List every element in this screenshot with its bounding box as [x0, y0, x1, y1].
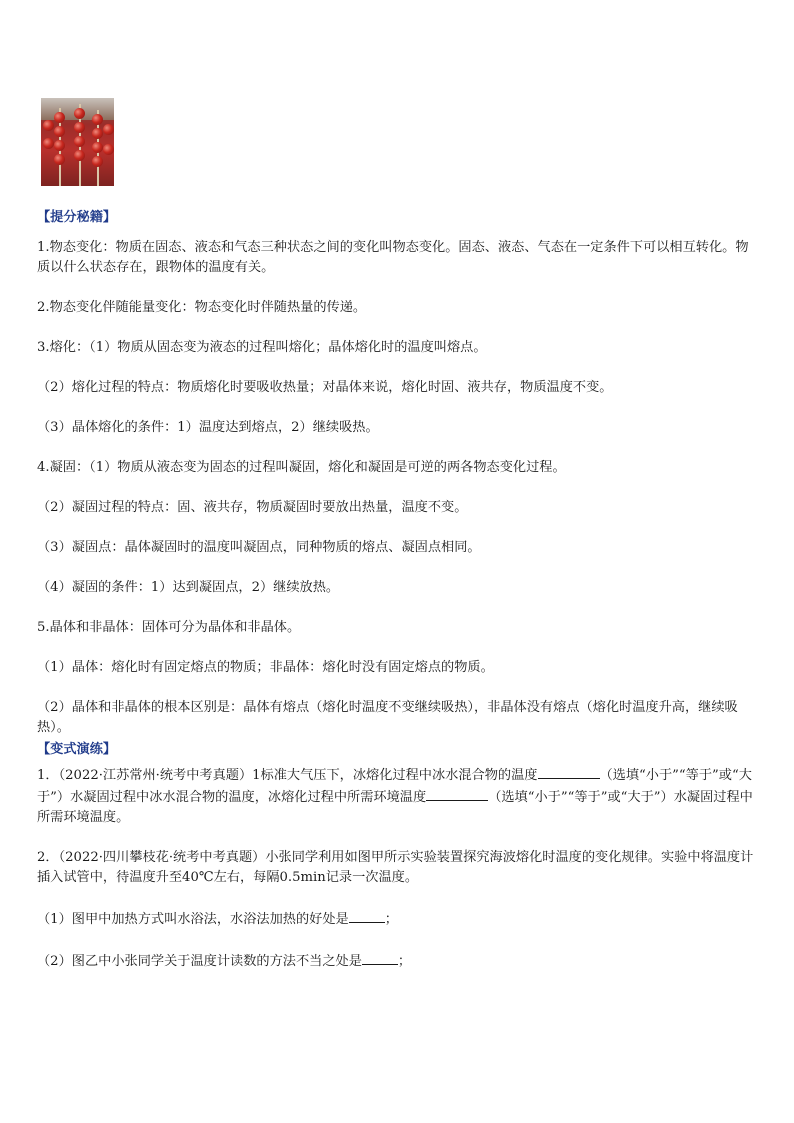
section-title-tips: 【提分秘籍】 [37, 210, 117, 225]
paragraph: （1）晶体：熔化时有固定熔点的物质；非晶体：熔化时没有固定熔点的物质。 [37, 660, 494, 675]
paragraph: （3）凝固点：晶体凝固时的温度叫凝固点，同种物质的熔点、凝固点相同。 [37, 540, 481, 555]
question-text: （选填“小于”“等于”或“大于”）水凝固过程中所需环境温度。 [37, 790, 753, 825]
section-title-practice: 【变式演练】 [37, 742, 117, 757]
question-text: （选填“小于”“等于”或“大于”）水凝固过程中冰水混合物的温度，冰熔化过程中所需环境温度 [37, 768, 752, 805]
document-body [37, 208, 759, 992]
paragraph: （2）晶体和非晶体的根本区别是：晶体有熔点（熔化时温度不变继续吸热），非晶体没有熔点（熔化时温度升高，继续吸热）。 [37, 700, 738, 735]
question-text: （1）图甲中加热方式叫水浴法，水浴法加热的好处是 [37, 912, 349, 927]
question-text: ； [384, 912, 398, 927]
paragraph: 3.熔化：（1）物质从固态变为液态的过程叫熔化；晶体熔化时的温度叫熔点。 [37, 340, 487, 355]
paragraph: 2.物态变化伴随能量变化：物态变化时伴随热量的传递。 [37, 300, 367, 315]
paragraph: （2）熔化过程的特点：物质熔化时要吸收热量；对晶体来说，熔化时固、液共存，物质温度不变。 [37, 380, 613, 395]
question-text: （2）图乙中小张同学关于温度计读数的方法不当之处是 [37, 954, 362, 969]
answer-blank[interactable] [538, 764, 600, 779]
answer-blank[interactable] [362, 950, 398, 965]
answer-blank[interactable] [349, 908, 385, 923]
question-2-sub-2 [37, 950, 759, 972]
paragraph: 4.凝固：（1）物质从液态变为固态的过程叫凝固，熔化和凝固是可逆的两各物态变化过程。 [37, 460, 566, 475]
question-1 [37, 764, 759, 828]
paragraph: （2）凝固过程的特点：固、液共存，物质凝固时要放出热量，温度不变。 [37, 500, 468, 515]
question-2-stem: 2．（2022·四川攀枝花·统考中考真题）小张同学利用如图甲所示实验装置探究海波熔化时温度的变化规律。实验中将温度计插入试管中，待温度升至40℃左右，每隔0.5min记录一次温度。 [37, 850, 754, 885]
answer-blank[interactable] [426, 786, 488, 801]
paragraph: 1.物态变化：物质在固态、液态和气态三种状态之间的变化叫物态变化。固态、液态、气态在一定条件下可以相互转化。物质以什么状态存在，跟物体的温度有关。 [37, 240, 749, 275]
question-text: ； [397, 954, 412, 969]
paragraph: （3）晶体熔化的条件：1）温度达到熔点，2）继续吸热。 [37, 420, 379, 435]
paragraph: 5.晶体和非晶体：固体可分为晶体和非晶体。 [37, 620, 301, 635]
question-2-sub-1 [37, 908, 759, 930]
paragraph: （4）凝固的条件：1）达到凝固点，2）继续放热。 [37, 580, 340, 595]
question-text: 1．（2022·江苏常州·统考中考真题）1标准大气压下，冰熔化过程中冰水混合物的温度 [37, 768, 538, 783]
tanghulu-photo [41, 98, 114, 186]
